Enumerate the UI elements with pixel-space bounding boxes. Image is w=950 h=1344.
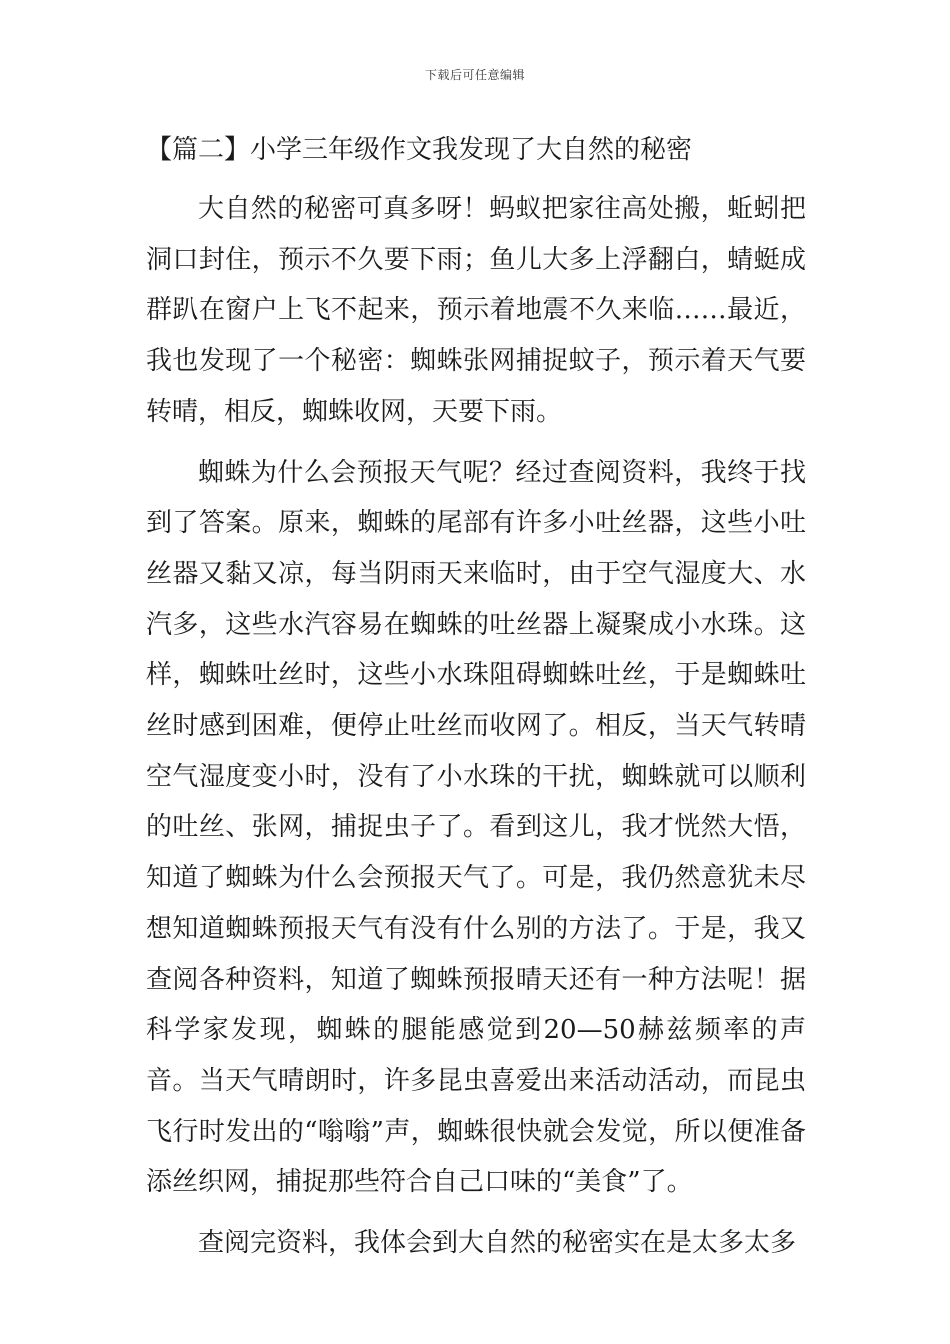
paragraph-2: 蜘蛛为什么会预报天气呢？经过查阅资料，我终于找到了答案。原来，蜘蛛的尾部有许多小吐丝器，这些小吐丝器又黏又凉，每当阴雨天来临时，由于空气湿度大、水汽多，这些水汽容易在蜘蛛的吐丝器上凝聚成小水珠。这样，蜘蛛吐丝时，这些小水珠阻碍蜘蛛吐丝，于是蜘蛛吐丝时感到困难，便停止吐丝而收网了。相反，当天气转晴空气湿度变小时，没有了小水珠的干扰，蜘蛛就可以顺利的吐丝、张网，捕捉虫子了。看到这儿，我才恍然大悟，知道了蜘蛛为什么会预报天气了。可是，我仍然意犹未尽想知道蜘蛛预报天气有没有什么别的方法了。于是，我又查阅各种资料，知道了蜘蛛预报晴天还有一种方法呢！据科学家发现，蜘蛛的腿能感觉到20—50赫兹频率的声音。当天气晴朗时，许多昆虫喜爱出来活动活动，而昆虫飞行时发出的“嗡嗡”声，蜘蛛很快就会发觉，所以便准备添丝织网，捕捉那些符合自己口味的“美食”了。 <box>146 457 806 1198</box>
document-body <box>146 130 806 1269</box>
document-title: 【篇二】小学三年级作文我发现了大自然的秘密 <box>146 135 693 165</box>
paragraph-1: 大自然的秘密可真多呀！蚂蚁把家往高处搬，蚯蚓把洞口封住，预示不久要下雨；鱼儿大多上浮翻白，蜻蜓成群趴在窗户上飞不起来，预示着地震不久来临……最近，我也发现了一个秘密：蜘蛛张网捕捉蚊子，预示着天气要转晴，相反，蜘蛛收网，天要下雨。 <box>146 194 806 427</box>
page-header-note: 下载后可任意编辑 <box>424 68 525 82</box>
paragraph-3: 查阅完资料，我体会到大自然的秘密实在是太多太多 <box>198 1228 797 1259</box>
